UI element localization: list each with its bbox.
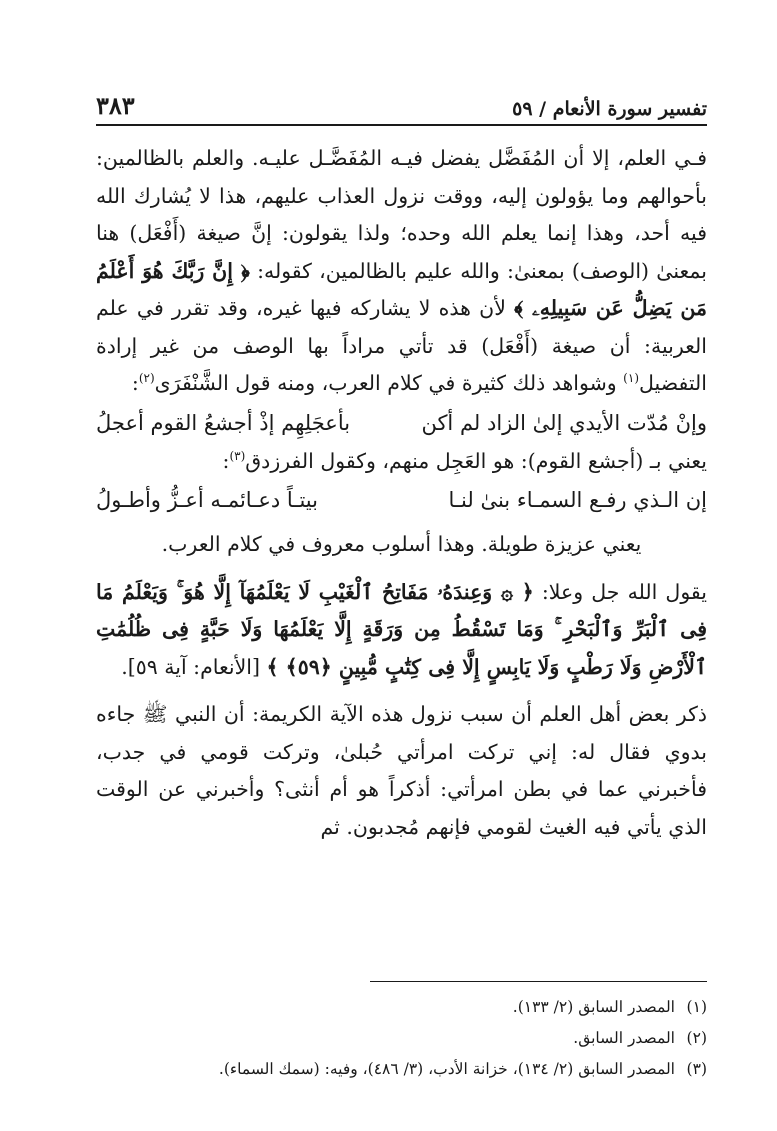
poem-second-hemistich: بيتـاً دعـائمـه أعـزُّ وأطـولُ (96, 488, 318, 512)
paragraph-3: يعني عزيزة طويلة. وهذا أسلوب معروف في كلام العرب. (161, 532, 642, 556)
text-run: [الأنعام: آية ٥٩]. (121, 654, 267, 679)
footnote-ref: (١) (623, 371, 639, 386)
text-run: يقول الله جل وعلا: (533, 579, 707, 604)
paragraph-5: ذكر بعض أهل العلم أن سبب نزول هذه الآية الكريمة: أن النبي ﷺ جاءه بدوي فقال له: إني تركت امرأتي حُبلىٰ، وتركت قومي في جدب، فأخبرني عما في بطن امرأتي: أذكراً هو أم أنثى؟ وأخبرني عن الوقت الذي يأتي فيه الغيث لقومي فإنهم مُجدبون. ثم (96, 702, 707, 839)
poem-verse-farazdaq (96, 480, 707, 520)
text-run: : (131, 371, 139, 395)
footnotes (96, 992, 707, 1085)
text-run: لأن هذه لا يشاركه فيها غيره، وقد تقرر في علم العربية: أن صيغة (أَفْعَل) قد تأتي مراداً بها الوصف من غير إرادة التفضيل (96, 296, 707, 395)
footnote-text: المصدر السابق (٢/ ١٣٤)، خزانة الأدب، (٣/ ٤٨٦)، وفيه: (سمك السماء). (218, 1060, 675, 1078)
paragraph-quran-verse (96, 574, 707, 687)
footnote-text: المصدر السابق. (573, 1029, 675, 1047)
footnote-item (96, 1054, 707, 1085)
footnote-rule (370, 981, 707, 982)
text-run: وشواهد ذلك كثيرة في كلام العرب، ومنه قول الشَّنْفَرَى (154, 371, 624, 395)
text-run: : (222, 448, 230, 473)
footnote-item (96, 992, 707, 1023)
footnote-number: (٢) (686, 1029, 707, 1047)
poem-second-hemistich: بأعجَلِهِم إذْ أجشعُ القوم أعجلُ (96, 410, 351, 435)
footnote-number: (٣) (686, 1060, 707, 1078)
poem-verse-shanfara (96, 403, 707, 443)
page-number: ٣٨٣ (96, 91, 135, 120)
footnote-ref: (٢) (138, 371, 155, 386)
footnote-ref: (٣) (229, 448, 246, 463)
quran-verse: ﴿ ۞ وَعِندَهُۥ مَفَاتِحُ ٱلْغَيْبِ لَا يَعْلَمُهَآ إِلَّا هُوَ ۚ وَيَعْلَمُ مَا فِى ٱلْبَرِّ وَٱلْبَحْرِ ۚ وَمَا تَسْقُطُ مِن وَرَقَةٍ إِلَّا يَعْلَمُهَا وَلَا حَبَّةٍ فِى ظُلُمَٰتِ ٱلْأَرْضِ وَلَا رَطْبٍ وَلَا يَابِسٍ إِلَّا فِى كِتَٰبٍ مُّبِينٍ ﴿٥٩﴾ ﴾ (96, 579, 707, 679)
footnote-item (96, 1023, 707, 1054)
main-text (96, 140, 707, 846)
paragraph-2 (96, 443, 707, 481)
footnote-text: المصدر السابق (٢/ ١٣٣). (512, 998, 675, 1016)
text-run: فـي العلم، إلا أن المُفَضَّل يفضل فيـه المُفَضَّـل عليـه. والعلم بالظالمين: بأحوالهم وما يؤولون إليه، ووقت نزول العذاب عليهم، هذا لا يُشارك الله فيه أحد، وهذا إنما يعلم الله وحده؛ ولذا يقولون: إنَّ صيغة (أَفْعَل) هنا بمعنىٰ (الوصف) بمعنىٰ: والله عليم بالظالمين، كقوله: (96, 146, 707, 283)
paragraph-1 (96, 140, 707, 403)
page-header (96, 86, 707, 120)
poem-first-hemistich: وإنْ مُدّت الأيدي إلىٰ الزاد لم أكن (421, 410, 707, 435)
footnote-number: (١) (686, 998, 707, 1016)
quran-verse: ﴿ إِنَّ رَبَّكَ هُوَ أَعْلَمُ مَن يَضِلُّ عَن سَبِيلِهِۦ ﴾ (96, 258, 707, 320)
text-run: يعني بـ (أجشع القوم): هو العَجِل منهم، وكقول الفرزدق (245, 448, 707, 473)
header-rule (96, 124, 707, 126)
poem-first-hemistich: إن الـذي رفـع السمـاء بنىٰ لنـا (448, 488, 707, 512)
running-title: تفسير سورة الأنعام / ٥٩ (512, 98, 707, 120)
